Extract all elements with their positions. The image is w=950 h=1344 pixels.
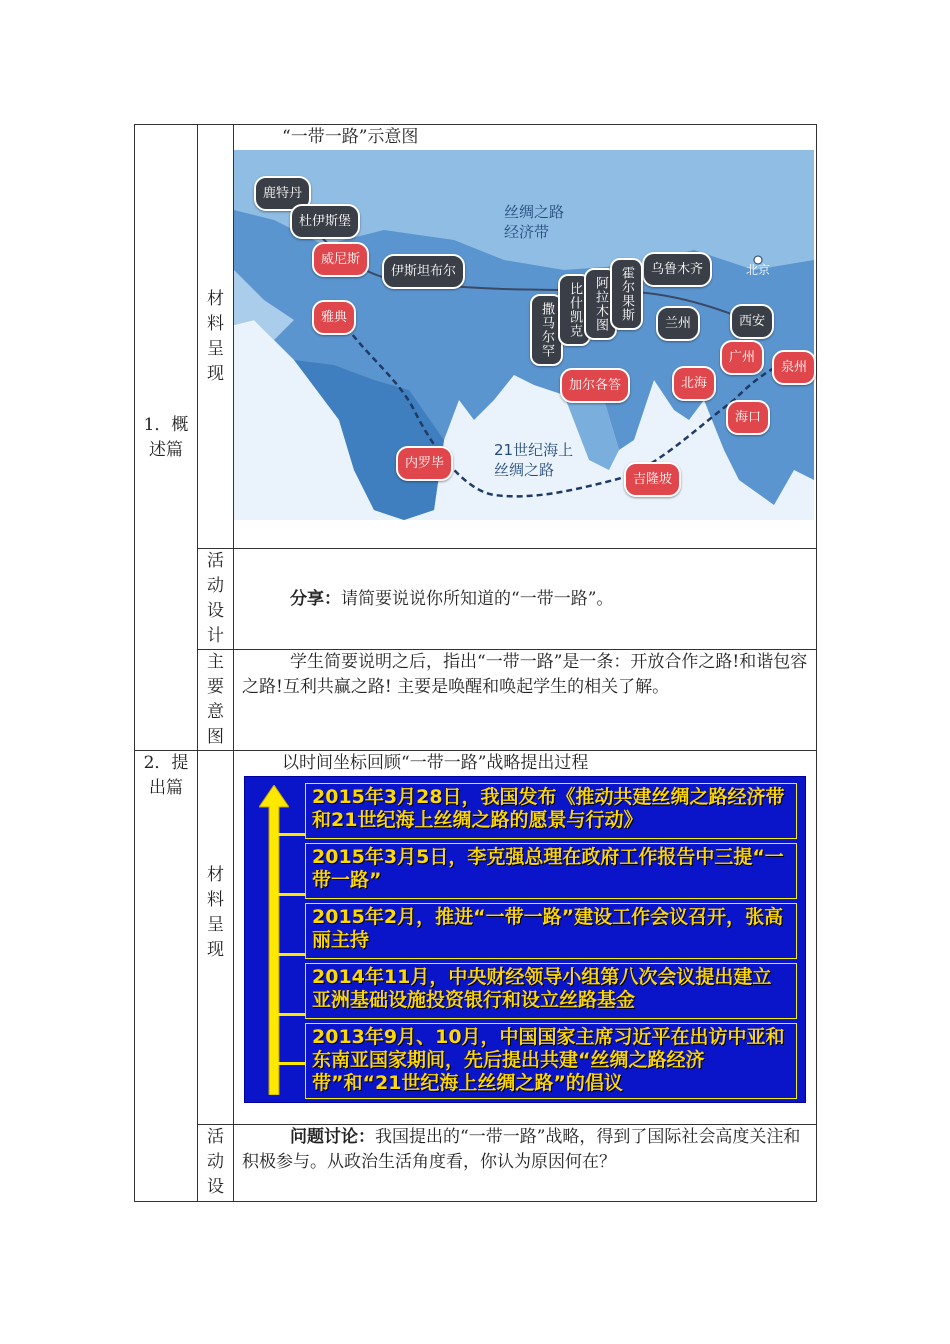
city-kuala-lumpur: 吉隆坡 xyxy=(624,462,681,497)
material-label-cell xyxy=(198,751,234,1125)
city-duisburg: 杜伊斯堡 xyxy=(290,204,360,239)
city-athens: 雅典 xyxy=(312,300,356,335)
timeline-graphic xyxy=(244,776,806,1103)
section-title-proposal xyxy=(135,751,198,1202)
city-urumqi: 乌鲁木齐 xyxy=(642,252,712,287)
intent-label-cell xyxy=(198,650,234,751)
timeline-tick xyxy=(274,833,306,836)
activity-label: 活动设 xyxy=(207,1127,224,1197)
timeline-arrow-icon xyxy=(259,785,289,1095)
city-venice: 威尼斯 xyxy=(312,242,369,277)
activity-text: 请简要说说你所知道的“一带一路”。 xyxy=(341,589,614,609)
timeline-cell xyxy=(234,751,817,1125)
discussion-text: 我国提出的“一带一路”战略，得到了国际社会高度关注和积极参与。从政治生活角度看，你认为原因何在？ xyxy=(242,1127,801,1172)
city-kolkata: 加尔各答 xyxy=(560,368,630,403)
timeline-item-2013-09: 2013年9月、10月，中国国家主席习近平在出访中亚和东南亚国家期间，先后提出共建“丝绸之路经济带”和“21世纪海上丝绸之路”的倡议 xyxy=(305,1023,797,1099)
material-label: 材料呈现 xyxy=(207,865,224,960)
city-bishkek: 比什凯克 xyxy=(558,274,591,346)
intent-cell xyxy=(234,650,817,751)
intent-text: 学生简要说明之后，指出“一带一路”是一条：开放合作之路!和谐包容之路!互利共赢之路! 主要是唤醒和唤起学生的相关了解。 xyxy=(242,652,808,697)
section-label: 1．概述篇 xyxy=(143,415,189,460)
city-xian: 西安 xyxy=(730,304,774,339)
city-lanzhou: 兰州 xyxy=(656,306,700,341)
material-label-cell xyxy=(198,125,234,549)
city-istanbul: 伊斯坦布尔 xyxy=(382,254,465,289)
belt-road-map xyxy=(234,150,814,520)
activity-label-cell xyxy=(198,549,234,650)
discussion-title: 问题讨论： xyxy=(290,1127,375,1147)
city-khorgos: 霍尔果斯 xyxy=(610,258,643,330)
activity-title: 分享： xyxy=(290,589,341,609)
timeline-tick xyxy=(274,1013,306,1016)
discussion-cell xyxy=(234,1125,817,1202)
timeline-item-2015-03-05: 2015年3月5日，李克强总理在政府工作报告中三提“一带一路” xyxy=(305,843,797,899)
capital-beijing: 北京 xyxy=(746,263,771,277)
section-label: 2．提出篇 xyxy=(143,753,189,798)
timeline-tick xyxy=(274,893,306,896)
city-guangzhou: 广州 xyxy=(720,340,764,375)
map-caption: “一带一路”示意图 xyxy=(282,127,419,147)
activity-label: 活动设计 xyxy=(207,551,224,646)
section-title-overview xyxy=(135,125,198,751)
city-haikou: 海口 xyxy=(726,400,770,435)
material-label: 材料呈现 xyxy=(207,289,224,384)
city-quanzhou: 泉州 xyxy=(772,350,816,385)
timeline-item-2014-11: 2014年11月，中央财经领导小组第八次会议提出建立亚洲基础设施投资银行和设立丝路基金 xyxy=(305,963,797,1019)
intent-label: 主要意图 xyxy=(207,652,224,747)
city-samarkand: 撒马尔罕 xyxy=(530,294,563,366)
city-almaty: 阿拉木图 xyxy=(584,268,617,340)
timeline-tick xyxy=(274,1062,306,1065)
activity-label-cell xyxy=(198,1125,234,1202)
lesson-plan-table xyxy=(134,124,817,1202)
timeline-item-2015-02: 2015年2月，推进“一带一路”建设工作会议召开，张高丽主持 xyxy=(305,903,797,959)
zone-maritime-silk-road: 21世纪海上 丝绸之路 xyxy=(494,441,574,479)
timeline-caption: 以时间坐标回顾“一带一路”战略提出过程 xyxy=(282,753,589,773)
city-nairobi: 内罗毕 xyxy=(396,446,453,481)
zone-silk-road-belt: 丝绸之路 经济带 xyxy=(504,203,565,241)
city-rotterdam: 鹿特丹 xyxy=(254,176,311,211)
map-cell xyxy=(234,125,817,549)
activity-cell xyxy=(234,549,817,650)
timeline-tick xyxy=(274,953,306,956)
city-beihai: 北海 xyxy=(672,366,716,401)
timeline-item-2015-03-28: 2015年3月28日，我国发布《推动共建丝绸之路经济带和21世纪海上丝绸之路的愿景与行动》 xyxy=(305,783,797,839)
